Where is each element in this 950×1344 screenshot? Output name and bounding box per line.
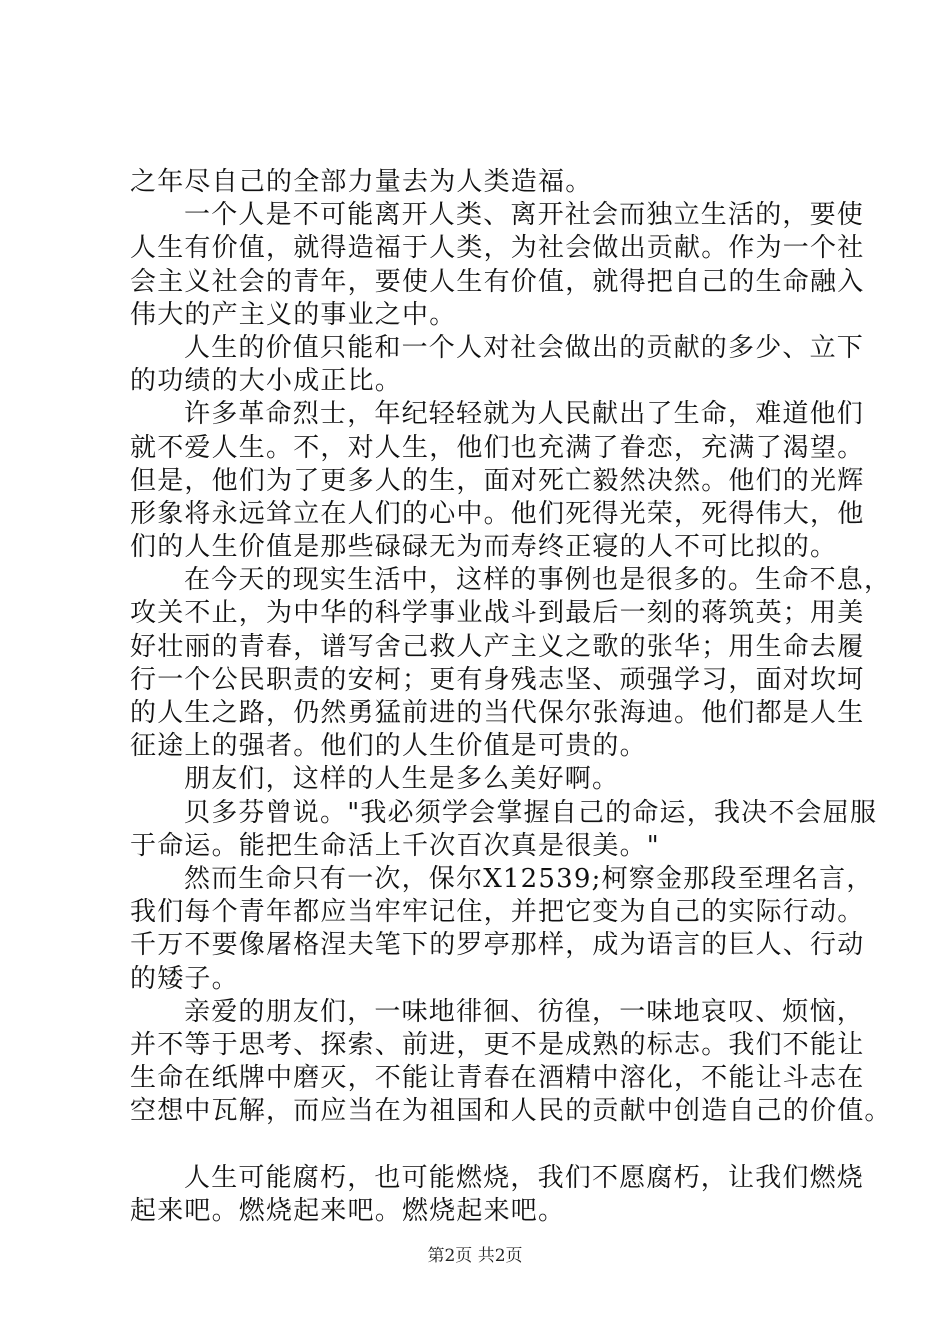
text-line: 形象将永远耸立在人们的心中。他们死得光荣，死得伟大，他 [130,498,865,529]
text-line: 人生有价值，就得造福于人类，为社会做出贡献。作为一个社 [130,233,865,264]
paragraph-first-line: 贝多芬曾说。"我必须学会掌握自己的命运，我决不会屈服 [184,797,878,828]
document-body [130,166,892,1228]
text-line: 好壮丽的青春，谱写舍己救人产主义之歌的张华；用生命去履 [130,631,865,662]
text-line: 我们每个青年都应当牢牢记住，并把它变为自己的实际行动。 [130,897,865,928]
text-line: 于命运。能把生命活上千次百次真是很美。" [130,830,660,861]
paragraph-first-line: 人生的价值只能和一个人对社会做出的贡献的多少、立下 [184,332,865,363]
text-line: 起来吧。燃烧起来吧。燃烧起来吧。 [130,1195,566,1226]
paragraph-first-line: 然而生命只有一次，保尔X12539;柯察金那段至理名言， [184,863,874,894]
text-line: 并不等于思考、探索、前进，更不是成熟的标志。我们不能让 [130,1029,865,1060]
text-line: 但是，他们为了更多人的生，面对死亡毅然决然。他们的光辉 [130,465,865,496]
paragraph-first-line: 亲爱的朋友们，一味地徘徊、彷徨，一味地哀叹、烦恼， [184,996,865,1027]
text-line: 生命在纸牌中磨灭，不能让青春在酒精中溶化，不能让斗志在 [130,1063,865,1094]
text-line: 千万不要像屠格涅夫笔下的罗亭那样，成为语言的巨人、行动 [130,930,865,961]
text-line: 就不爱人生。不，对人生，他们也充满了眷恋，充满了渴望。 [130,432,865,463]
paragraph-first-line: 许多革命烈士，年纪轻轻就为人民献出了生命，难道他们 [184,399,865,430]
blank-line [130,1128,850,1161]
text-line: 空想中瓦解，而应当在为祖国和人民的贡献中创造自己的价值。 [130,1096,892,1127]
paragraph-first-line: 朋友们，这样的人生是多么美好啊。 [184,764,620,795]
paragraph-first-line: 人生可能腐朽，也可能燃烧，我们不愿腐朽，让我们燃烧 [184,1162,865,1193]
text-line: 行一个公民职责的安柯；更有身残志坚、顽强学习，面对坎坷 [130,664,865,695]
text-line: 之年尽自己的全部力量去为人类造福。 [130,167,593,197]
text-line: 的人生之路，仍然勇猛前进的当代保尔张海迪。他们都是人生 [130,698,865,728]
text-line: 会主义社会的青年，要使人生有价值，就得把自己的生命融入 [130,266,865,297]
text-line: 们的人生价值是那些碌碌无为而寿终正寝的人不可比拟的。 [130,532,838,563]
text-line: 伟大的产主义的事业之中。 [130,299,457,330]
text-line: 的矮子。 [130,963,239,994]
paragraph-first-line: 一个人是不可能离开人类、离开社会而独立生活的，要使 [184,200,865,231]
paragraph-first-line: 在今天的现实生活中，这样的事例也是很多的。生命不息， [184,565,892,596]
page-number-footer: 第2页 共2页 [427,1246,523,1266]
text-line: 的功绩的大小成正比。 [130,366,403,397]
text-line: 征途上的强者。他们的人生价值是可贵的。 [130,731,647,762]
text-line: 攻关不止，为中华的科学事业战斗到最后一刻的蒋筑英；用美 [130,598,865,629]
